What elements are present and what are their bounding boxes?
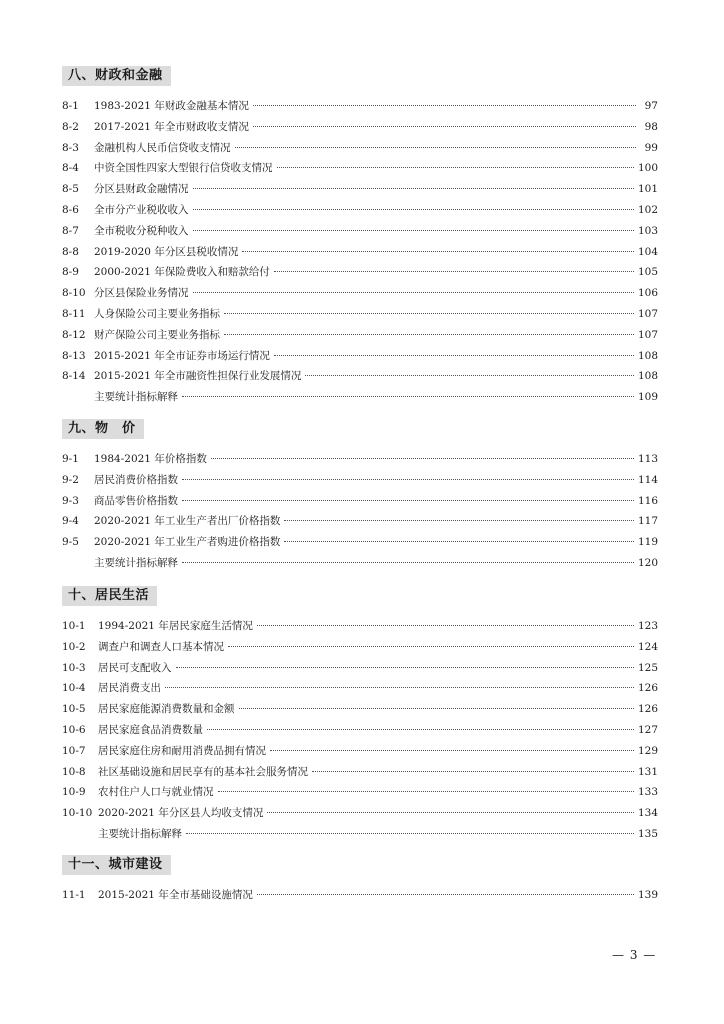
entry-page: 120 — [637, 556, 658, 569]
entry-page: 105 — [637, 266, 658, 279]
dot-leader — [186, 833, 634, 834]
entry-page: 139 — [637, 889, 658, 901]
dot-leader — [253, 105, 636, 106]
toc-entry[interactable] — [62, 138, 658, 159]
entry-page: 119 — [637, 536, 658, 549]
toc-list — [62, 449, 658, 574]
dot-leader — [235, 147, 637, 148]
entry-number: 8-5 — [62, 183, 79, 196]
dot-leader — [193, 292, 634, 293]
dot-leader — [239, 708, 634, 709]
toc-entry[interactable] — [62, 96, 658, 117]
toc-entry[interactable] — [62, 304, 658, 325]
entry-number: 10-6 — [62, 723, 86, 736]
entry-number: 8-14 — [62, 370, 86, 383]
entry-number: 11-1 — [62, 889, 86, 901]
dot-leader — [224, 313, 634, 314]
entry-number: 8-8 — [62, 245, 79, 258]
entry-title: 社区基础设施和居民享有的基本社会服务情况 — [98, 765, 308, 778]
dot-leader — [193, 188, 634, 189]
entry-page: 98 — [644, 120, 658, 133]
entry-title: 居民家庭食品消费数量 — [98, 723, 203, 736]
entry-number: 8-4 — [62, 162, 79, 175]
toc-entry[interactable] — [62, 346, 658, 367]
entry-page: 114 — [637, 473, 658, 486]
section-urban — [62, 853, 658, 906]
toc-entry[interactable] — [62, 221, 658, 242]
toc-entry[interactable] — [62, 470, 658, 491]
toc-entry[interactable] — [62, 658, 658, 679]
entry-title: 人身保险公司主要业务指标 — [94, 307, 220, 320]
entry-page: 124 — [637, 640, 658, 653]
entry-page: 103 — [637, 224, 658, 237]
entry-title: 农村住户人口与就业情况 — [98, 786, 214, 799]
entry-number: 8-2 — [62, 120, 79, 133]
entry-number: 9-2 — [62, 473, 79, 486]
dot-leader — [211, 458, 634, 459]
entry-number: 8-12 — [62, 328, 86, 341]
entry-page: 116 — [637, 494, 658, 507]
entry-page: 108 — [637, 370, 658, 383]
dot-leader — [274, 271, 634, 272]
dot-leader — [253, 126, 636, 127]
page-number: — 3 — — [612, 948, 657, 962]
toc-entry[interactable] — [62, 637, 658, 658]
dot-leader — [218, 791, 634, 792]
entry-number: 9-4 — [62, 515, 79, 528]
entry-number: 8-10 — [62, 287, 86, 300]
dot-leader — [224, 334, 634, 335]
entry-title: 主要统计指标解释 — [98, 827, 182, 840]
toc-entry[interactable] — [62, 366, 658, 387]
toc-entry[interactable] — [62, 741, 658, 762]
entry-title: 2017-2021 年全市财政收支情况 — [94, 120, 249, 133]
toc-entry[interactable] — [62, 699, 658, 720]
section-heading: 九、物 价 — [62, 419, 144, 439]
entry-page: 106 — [637, 287, 658, 300]
section-prices — [62, 417, 658, 574]
dot-leader — [267, 812, 634, 813]
entry-page: 99 — [644, 141, 658, 154]
entry-number: 8-3 — [62, 141, 79, 154]
toc-entry[interactable] — [62, 616, 658, 637]
dot-leader — [182, 500, 634, 501]
dot-leader — [228, 646, 634, 647]
entry-page: 123 — [637, 620, 658, 632]
entry-page: 131 — [637, 765, 658, 778]
toc-entry[interactable] — [62, 491, 658, 512]
toc-entry[interactable] — [62, 885, 658, 906]
entry-number: 10-9 — [62, 786, 86, 799]
dot-leader — [257, 894, 634, 895]
entry-page: 107 — [637, 328, 658, 341]
entry-title: 调查户和调查人口基本情况 — [98, 640, 224, 653]
toc-entry[interactable] — [62, 200, 658, 221]
entry-number: 8-9 — [62, 266, 79, 279]
entry-title: 2019-2020 年分区县税收情况 — [94, 245, 239, 258]
entry-page: 127 — [637, 723, 658, 736]
section-heading: 十、居民生活 — [62, 586, 157, 606]
entry-number: 10-3 — [62, 661, 86, 674]
toc-entry-notes[interactable] — [62, 824, 658, 845]
entry-title: 分区县财政金融情况 — [94, 183, 189, 196]
entry-title: 商品零售价格指数 — [94, 494, 178, 507]
entry-page: 102 — [637, 203, 658, 216]
entry-title: 全市税收分税种收入 — [94, 224, 189, 237]
dot-leader — [284, 541, 634, 542]
entry-number: 10-10 — [62, 807, 93, 820]
entry-page: 126 — [637, 703, 658, 716]
entry-page: 117 — [637, 515, 658, 528]
dot-leader — [274, 355, 634, 356]
entry-number: 10-5 — [62, 703, 86, 716]
entry-number: 10-7 — [62, 744, 86, 757]
entry-number: 8-1 — [62, 100, 79, 112]
dot-leader — [207, 729, 634, 730]
entry-page: 133 — [637, 786, 658, 799]
entry-page: 101 — [637, 183, 658, 196]
entry-page: 134 — [637, 807, 658, 820]
dot-leader — [270, 750, 634, 751]
dot-leader — [284, 520, 634, 521]
dot-leader — [182, 396, 634, 397]
toc-entry[interactable] — [62, 762, 658, 783]
toc-entry[interactable] — [62, 720, 658, 741]
toc-entry[interactable] — [62, 532, 658, 553]
entry-page: 107 — [637, 307, 658, 320]
toc-entry-notes[interactable] — [62, 387, 658, 408]
entry-page: 129 — [637, 744, 658, 757]
entry-title: 全市分产业税收收入 — [94, 203, 189, 216]
toc-entry[interactable] — [62, 782, 658, 803]
dot-leader — [182, 479, 634, 480]
entry-title: 2020-2021 年工业生产者购进价格指数 — [94, 536, 281, 549]
dot-leader — [257, 625, 634, 626]
dot-leader — [242, 251, 634, 252]
toc-entry[interactable] — [62, 325, 658, 346]
toc-entry[interactable] — [62, 117, 658, 138]
section-living — [62, 584, 658, 845]
dot-leader — [176, 667, 634, 668]
toc-entry[interactable] — [62, 158, 658, 179]
entry-title: 居民消费支出 — [98, 682, 161, 695]
entry-title: 2020-2021 年分区县人均收支情况 — [98, 807, 264, 820]
section-heading: 八、财政和金融 — [62, 66, 171, 86]
entry-title: 2015-2021 年全市证券市场运行情况 — [94, 349, 270, 362]
entry-number: 10-1 — [62, 620, 86, 632]
toc-entry[interactable] — [62, 179, 658, 200]
toc-entry[interactable] — [62, 283, 658, 304]
entry-title: 主要统计指标解释 — [94, 556, 178, 569]
entry-number: 8-13 — [62, 349, 86, 362]
entry-page: 125 — [637, 661, 658, 674]
entry-number: 8-6 — [62, 203, 79, 216]
section-finance — [62, 64, 658, 408]
entry-number: 9-1 — [62, 453, 79, 465]
entry-number: 9-5 — [62, 536, 79, 549]
entry-title: 2020-2021 年工业生产者出厂价格指数 — [94, 515, 281, 528]
entry-page: 97 — [644, 100, 658, 112]
entry-number: 8-7 — [62, 224, 79, 237]
entry-number: 10-8 — [62, 765, 86, 778]
dot-leader — [182, 562, 634, 563]
entry-page: 113 — [637, 453, 658, 465]
entry-title: 1994-2021 年居民家庭生活情况 — [98, 620, 253, 632]
dot-leader — [165, 687, 634, 688]
entry-title: 主要统计指标解释 — [94, 391, 178, 404]
entry-page: 108 — [637, 349, 658, 362]
entry-title: 居民消费价格指数 — [94, 473, 178, 486]
toc-list — [62, 96, 658, 408]
entry-page: 104 — [637, 245, 658, 258]
dot-leader — [305, 375, 634, 376]
toc-entry[interactable] — [62, 242, 658, 263]
toc-entry[interactable] — [62, 678, 658, 699]
entry-page: 109 — [637, 391, 658, 404]
dot-leader — [277, 167, 634, 168]
entry-title: 金融机构人民币信贷收支情况 — [94, 141, 231, 154]
toc-entry[interactable] — [62, 449, 658, 470]
toc-entry[interactable] — [62, 511, 658, 532]
section-heading: 十一、城市建设 — [62, 855, 171, 875]
toc-list — [62, 616, 658, 845]
dot-leader — [193, 209, 634, 210]
entry-title: 1983-2021 年财政金融基本情况 — [94, 100, 249, 112]
entry-number: 8-11 — [62, 307, 86, 320]
entry-title: 居民家庭住房和耐用消费品拥有情况 — [98, 744, 266, 757]
entry-page: 100 — [637, 162, 658, 175]
dot-leader — [193, 230, 634, 231]
entry-number: 9-3 — [62, 494, 79, 507]
entry-page: 135 — [637, 827, 658, 840]
entry-title: 分区县保险业务情况 — [94, 287, 189, 300]
entry-title: 中资全国性四家大型银行信贷收支情况 — [94, 162, 273, 175]
entry-number: 10-4 — [62, 682, 86, 695]
entry-title: 1984-2021 年价格指数 — [94, 453, 207, 465]
entry-title: 财产保险公司主要业务指标 — [94, 328, 220, 341]
entry-title: 2015-2021 年全市融资性担保行业发展情况 — [94, 370, 302, 383]
entry-page: 126 — [637, 682, 658, 695]
toc-entry[interactable] — [62, 262, 658, 283]
toc-entry[interactable] — [62, 803, 658, 824]
toc-entry-notes[interactable] — [62, 553, 658, 574]
dot-leader — [312, 771, 634, 772]
toc-list — [62, 885, 658, 906]
entry-number: 10-2 — [62, 640, 86, 653]
entry-title: 居民家庭能源消费数量和金额 — [98, 703, 235, 716]
entry-title: 2015-2021 年全市基础设施情况 — [98, 889, 253, 901]
entry-title: 2000-2021 年保险费收入和赔款给付 — [94, 266, 270, 279]
entry-title: 居民可支配收入 — [98, 661, 172, 674]
